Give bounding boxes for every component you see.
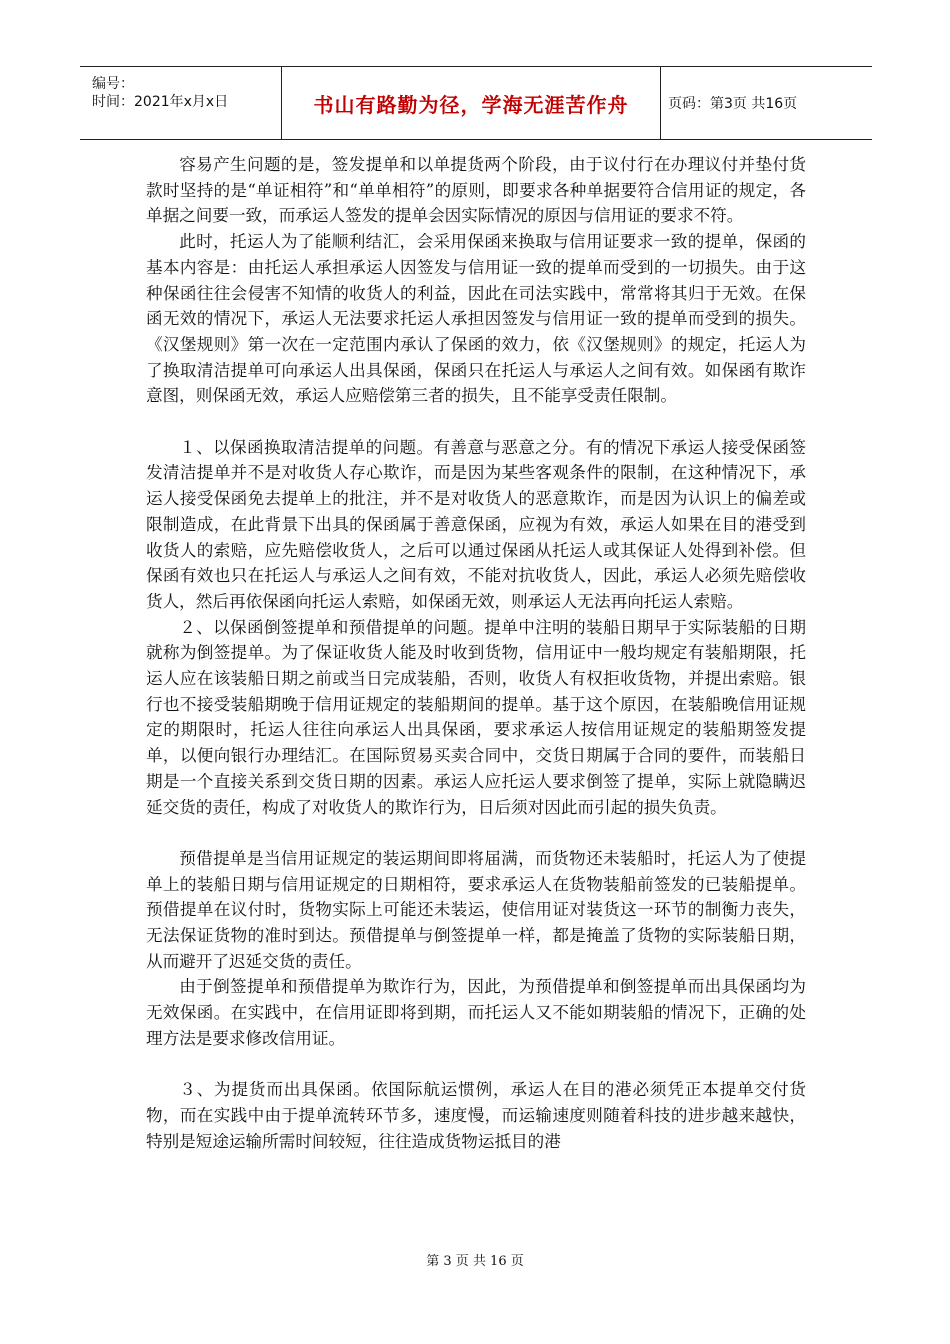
paragraph: 此时，托运人为了能顺利结汇，会采用保函来换取与信用证要求一致的提单，保函的基本内容是：由托运人承担承运人因签发与信用证一致的提单而受到的一切损失。由于这种保函往往会侵害不知情的收货人的利益，因此在司法实践中，常常将其归于无效。在保函无效的情况下，承运人无法要求托运人承担因签发与信用证一致的提单而受到的损失。《汉堡规则》第一次在一定范围内承认了保函的效力，依《汉堡规则》的规定，托运人为了换取清洁提单可向承运人出具保函，保函只在托运人与承运人之间有效。如保函有欺诈意图，则保函无效，承运人应赔偿第三者的损失，且不能享受责任限制。 — [146, 232, 806, 406]
paragraph-gap — [146, 409, 806, 435]
paragraph: 容易产生问题的是，签发提单和以单提货两个阶段，由于议付行在办理议付并垫付货款时坚持的是“单证相符”和“单单相符”的原则，即要求各种单据要符合信用证的规定，各单据之间要一致，而承运人签发的提单会因实际情况的原因与信用证的要求不符。 — [146, 155, 806, 226]
document-body — [146, 152, 806, 1154]
header-meta — [80, 67, 280, 139]
paragraph: ２、以保函倒签提单和预借提单的问题。提单中注明的装船日期早于实际装船的日期就称为倒签提单。为了保证收货人能及时收到货物，信用证中一般均规定有装船期限，托运人应在该装船日期之前或当日完成装船，否则，收货人有权拒收货物，并提出索赔。银行也不接受装船期晚于信用证规定的装船期间的提单。基于这个原因，在装船晚信用证规定的期限时，托运人往往向承运人出具保函，要求承运人按信用证规定的装船期签发提单，以便向银行办理结汇。在国际贸易买卖合同中，交货日期属于合同的要件，而装船日期是一个直接关系到交货日期的因素。承运人应托运人要求倒签了提单，实际上就隐瞒迟延交货的责任，构成了对收货人的欺诈行为，日后须对因此而引起的损失负责。 — [146, 617, 806, 817]
paragraph: 预借提单是当信用证规定的装运期间即将届满，而货物还未装船时，托运人为了使提单上的装船日期与信用证规定的日期相符，要求承运人在货物装船前签发的已装船提单。预借提单在议付时，货物实际上可能还未装运，使信用证对装货这一环节的制衡力丧失，无法保证货物的准时到达。预借提单与倒签提单一样，都是掩盖了货物的实际装船日期，从而避开了迟延交货的责任。 — [146, 848, 806, 971]
header-motto: 书山有路勤为径，学海无涯苦作舟 — [313, 92, 629, 117]
doc-date-label: 时间：2021年x月x日 — [92, 94, 229, 110]
page-header — [80, 66, 872, 140]
header-motto-cell — [281, 67, 661, 139]
paragraph-gap — [146, 820, 806, 846]
paragraph-gap — [146, 1052, 806, 1078]
paragraph: ３、为提货而出具保函。依国际航运惯例，承运人在目的港必须凭正本提单交付货物，而在实践中由于提单流转环节多，速度慢，而运输速度则随着科技的进步越来越快，特别是短途运输所需时间较短，往往造成货物运抵目的港 — [146, 1080, 806, 1151]
header-page-cell — [660, 67, 872, 139]
paragraph: １、以保函换取清洁提单的问题。有善意与恶意之分。有的情况下承运人接受保函签发清洁提单并不是对收货人存心欺诈，而是因为某些客观条件的限制，在这种情况下，承运人接受保函免去提单上的批注，并不是对收货人的恶意欺诈，而是因为认识上的偏差或限制造成，在此背景下出具的保函属于善意保函，应视为有效，承运人如果在目的港受到收货人的索赔，应先赔偿收货人，之后可以通过保函从托运人或其保证人处得到补偿。但保函有效也只在托运人与承运人之间有效，不能对抗收货人，因此，承运人必须先赔偿收货人，然后再依保函向托运人索赔，如保函无效，则承运人无法再向托运人索赔。 — [146, 437, 806, 611]
doc-number-label: 编号： — [92, 76, 134, 92]
paragraph: 由于倒签提单和预借提单为欺诈行为，因此，为预借提单和倒签提单而出具保函均为无效保函。在实践中，在信用证即将到期，而托运人又不能如期装船的情况下，正确的处理方法是要求修改信用证。 — [146, 977, 806, 1048]
page-footer: 第 3 页 共 16 页 — [426, 1254, 524, 1269]
header-page-label: 页码：第3页 共16页 — [668, 96, 798, 112]
